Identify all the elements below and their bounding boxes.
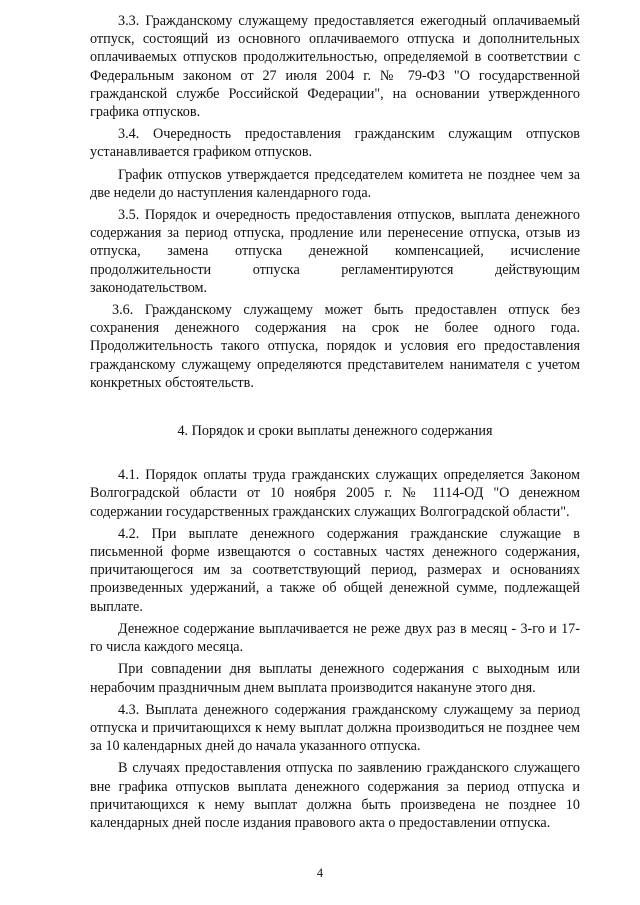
paragraph-3-4: 3.4. Очередность предоставления гражданским служащим отпусков устанавливается графиком отпусков. (90, 126, 580, 161)
page-number: 4 (316, 866, 324, 880)
paragraph-3-6: 3.6. Гражданскому служащему может быть предоставлен отпуск без сохранения денежного содержания на срок не более одного года. Продолжительность такого отпуска, порядок и условия его предоставления гражданскому служащему определяются представителем нанимателя с учетом конкретных обстоятельств. (90, 302, 580, 391)
paragraph-4-1: 4.1. Порядок оплаты труда гражданских служащих определяется Законом Волгоградской области от 10 ноября 2005 г. № 1114-ОД "О денежном содержании государственных гражданских служащих Волгоградской области". (90, 467, 580, 520)
paragraph-3-3: 3.3. Гражданскому служащему предоставляется ежегодный оплачиваемый отпуск, состоящий из основного оплачиваемого отпуска и дополнительных оплачиваемых отпусков продолжительностью, определяемой в соответствии с Федеральным законом от 27 июля 2004 г. № 79-ФЗ "О государственной гражданской службе Российской Федерации", на основании утвержденного графика отпусков. (90, 13, 580, 121)
paragraph-vacation-schedule: График отпусков утверждается председателем комитета не позднее чем за две недели до наступления календарного года. (90, 166, 580, 201)
paragraph-off-schedule-vacation: В случаях предоставления отпуска по заявлению гражданского служащего вне графика отпусков выплата денежного содержания за период отпуска и причитающихся к нему выплат должна быть произведена не позднее 10 календарных дней после издания правового акта о предоставлении отпуска. (90, 760, 580, 831)
paragraph-holiday-payment: При совпадении дня выплаты денежного содержания с выходным или нерабочим праздничным днем выплата производится накануне этого дня. (90, 661, 580, 696)
paragraph-payment-frequency: Денежное содержание выплачивается не реже двух раз в месяц - 3-го и 17-го числа каждого месяца. (90, 620, 580, 656)
document-page (90, 12, 580, 832)
paragraph-4-2: 4.2. При выплате денежного содержания гражданские служащие в письменной форме извещаются о составных частях денежного содержания, причитающегося им за соответствующий период, размерах и основаниях произведенных удержаний, а также об общей денежной сумме, подлежащей выплате. (90, 525, 580, 615)
section-heading: 4. Порядок и сроки выплаты денежного содержания (177, 423, 493, 440)
paragraph-4-3: 4.3. Выплата денежного содержания гражданскому служащему за период отпуска и причитающихся к нему выплат должна производиться не позднее чем за 10 календарных дней до начала указанного отпуска. (90, 701, 580, 755)
paragraph-3-5: 3.5. Порядок и очередность предоставления отпусков, выплата денежного содержания за период отпуска, продление или перенесение отпуска, отзыв из отпуска, замена отпуска денежной компенсацией, исчисление продолжительности отпуска регламентируются действующим законодательством. (90, 207, 580, 296)
